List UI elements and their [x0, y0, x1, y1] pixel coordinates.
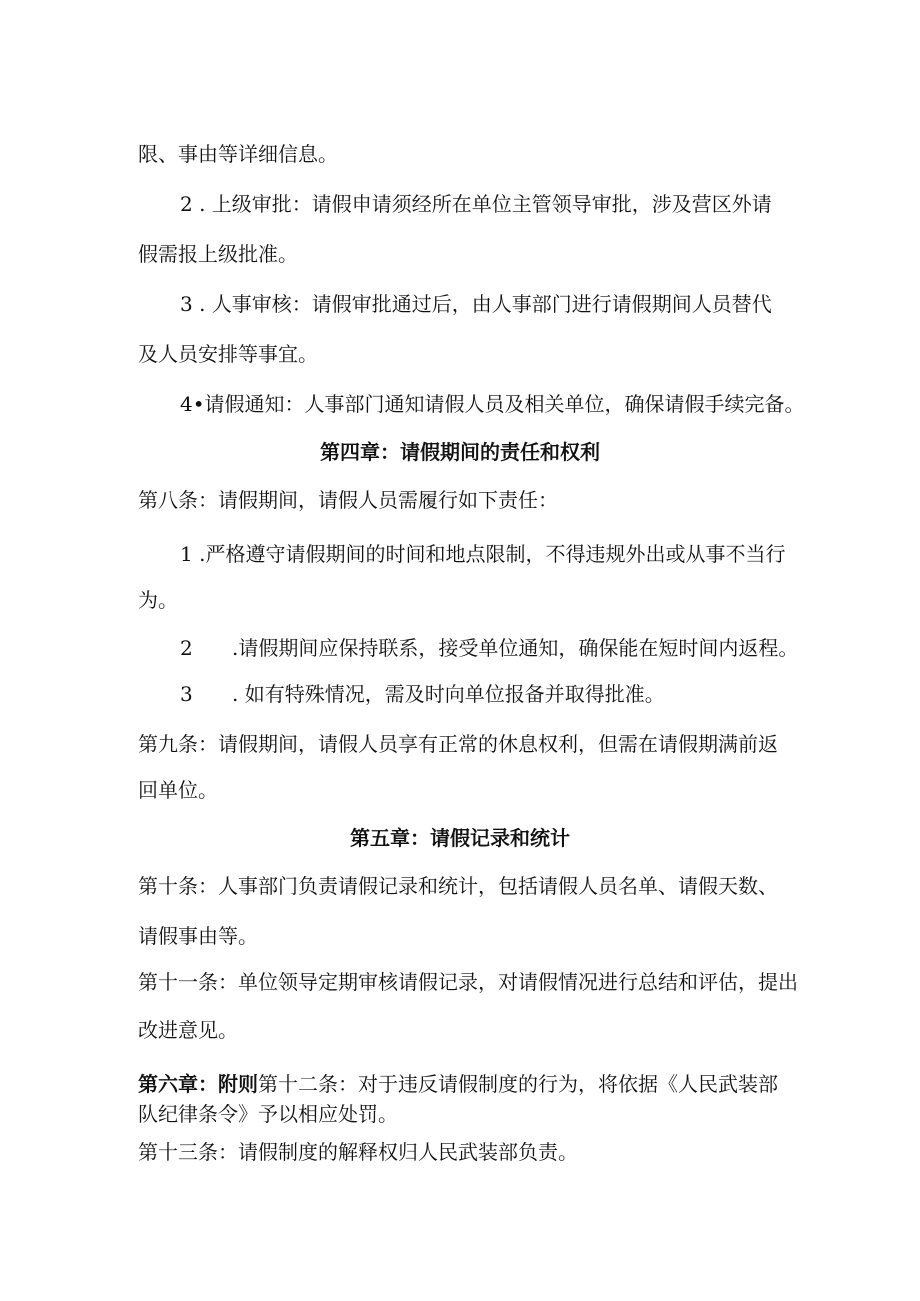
step-2-line-2: 假需报上级批准。 [138, 242, 298, 266]
duty-3-text: . 如有特殊情况，需及时向单位报备并取得批准。 [232, 682, 665, 706]
step-3-line-1: 3 . 人事审核：请假审批通过后，由人事部门进行请假期间人员替代 [180, 292, 772, 316]
paragraph-line: 限、事由等详细信息。 [138, 142, 338, 166]
step-3-line-2: 及人员安排等事宜。 [138, 342, 318, 366]
duty-2-text: .请假期间应保持联系，接受单位通知，确保能在短时间内返程。 [232, 636, 799, 660]
article-9-line-1: 第九条：请假期间，请假人员享有正常的休息权利，但需在请假期满前返 [138, 732, 778, 756]
step-2-line-1: 2 . 上级审批：请假申请须经所在单位主管领导审批，涉及营区外请 [180, 192, 772, 216]
article-9-line-2: 回单位。 [138, 778, 218, 802]
duty-3-number: 3 [180, 682, 193, 706]
step-4-line: 4•请假通知：人事部门通知请假人员及相关单位，确保请假手续完备。 [180, 392, 805, 416]
duty-3-line [180, 680, 665, 708]
duty-2-line [180, 634, 798, 662]
article-10-line-2: 请假事由等。 [138, 924, 258, 948]
chapter-5-heading: 第五章：请假记录和统计 [350, 826, 570, 850]
duty-1-line-2: 为。 [138, 588, 178, 612]
article-10-line-1: 第十条：人事部门负责请假记录和统计，包括请假人员名单、请假天数、 [138, 874, 778, 898]
article-8: 第八条：请假期间，请假人员需履行如下责任： [138, 488, 558, 512]
article-13: 第十三条：请假制度的解释权归人民武装部负责。 [138, 1140, 578, 1164]
duty-2-number: 2 [180, 636, 193, 660]
duty-1-line-1: 1 .严格遵守请假期间的时间和地点限制，不得违规外出或从事不当行 [180, 542, 786, 566]
article-11-line-1: 第十一条：单位领导定期审核请假记录，对请假情况进行总结和评估，提出 [138, 970, 798, 994]
article-12-line-2: 队纪律条令》予以相应处罚。 [138, 1102, 398, 1126]
chapter-6-heading: 第六章：附则 [138, 1072, 258, 1096]
article-12-line-1: 第十二条：对于违反请假制度的行为，将依据《人民武装部 [258, 1072, 778, 1096]
article-11-line-2: 改进意见。 [138, 1018, 238, 1042]
chapter-4-heading: 第四章：请假期间的责任和权利 [320, 440, 600, 464]
chapter-6-line-1 [138, 1070, 778, 1098]
